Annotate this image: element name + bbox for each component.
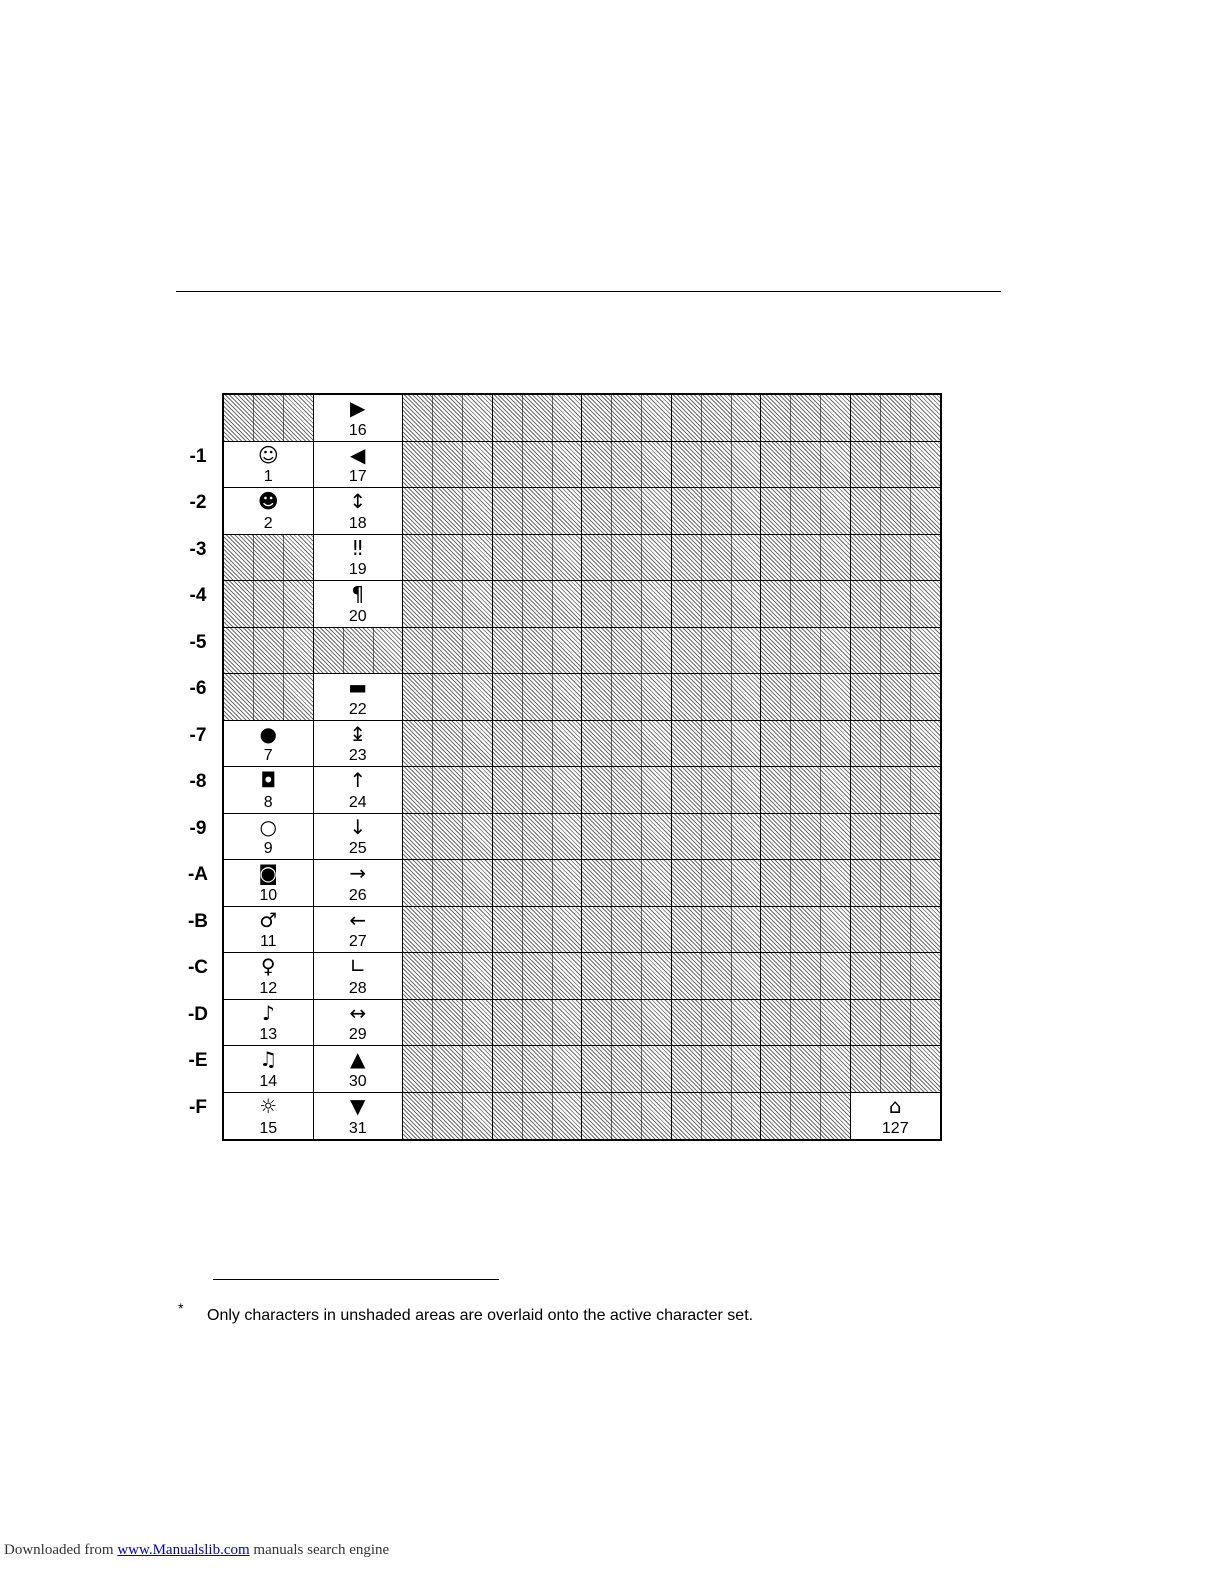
- shaded-cell: [403, 581, 493, 628]
- shaded-cell: [224, 581, 314, 628]
- char-code: 1: [263, 468, 273, 485]
- shaded-cell: [851, 674, 941, 721]
- char-cell: [314, 814, 404, 861]
- shaded-cell: [761, 535, 851, 582]
- char-code: 9: [263, 840, 273, 857]
- shaded-cell: [582, 1093, 672, 1140]
- char-code: 23: [348, 747, 367, 764]
- char-code: 10: [259, 886, 278, 904]
- download-prefix: Downloaded from: [4, 1542, 118, 1558]
- shaded-cell: [582, 674, 672, 721]
- char-code: 30: [348, 1072, 367, 1090]
- row-label: -E: [188, 1050, 208, 1071]
- char-code: 14: [259, 1072, 278, 1090]
- shaded-cell: [403, 1000, 493, 1047]
- shaded-cell: [672, 721, 762, 768]
- shaded-cell: [403, 395, 493, 442]
- shaded-cell: [493, 628, 583, 675]
- row-label: -D: [187, 1003, 209, 1025]
- shaded-cell: [582, 814, 672, 861]
- char-code: 18: [348, 514, 367, 532]
- shaded-cell: [851, 814, 941, 861]
- row-label: -C: [187, 957, 209, 978]
- char-code: 13: [259, 1026, 278, 1043]
- shaded-cell: [582, 721, 672, 768]
- shaded-cell: [761, 1046, 851, 1093]
- shaded-cell: [851, 535, 941, 582]
- shaded-cell: [493, 953, 583, 1000]
- shaded-cell: [224, 535, 314, 582]
- char-code: 7: [263, 747, 273, 764]
- shaded-cell: [403, 767, 493, 814]
- char-cell: [224, 814, 314, 861]
- char-glyph: ◀: [350, 442, 366, 467]
- char-cell: [851, 1093, 941, 1140]
- row-label: -B: [187, 910, 209, 932]
- shaded-cell: [761, 628, 851, 675]
- shaded-cell: [672, 1046, 762, 1093]
- shaded-cell: [493, 442, 583, 489]
- char-code: 28: [348, 979, 367, 997]
- shaded-cell: [493, 1093, 583, 1140]
- shaded-cell: [761, 581, 851, 628]
- char-code: 2: [263, 514, 273, 532]
- char-glyph: ▶: [350, 396, 366, 420]
- shaded-cell: [851, 628, 941, 675]
- shaded-cell: [403, 1046, 493, 1093]
- char-glyph: ⌂: [888, 1093, 902, 1118]
- char-cell: [224, 1046, 314, 1093]
- char-glyph: ▼: [350, 1093, 366, 1118]
- char-cell: [314, 860, 404, 907]
- shaded-cell: [761, 1000, 851, 1047]
- shaded-cell: [224, 674, 314, 721]
- char-cell: [224, 1093, 314, 1140]
- shaded-cell: [403, 442, 493, 489]
- shaded-cell: [224, 628, 314, 675]
- char-cell: [314, 721, 404, 768]
- shaded-cell: [403, 721, 493, 768]
- char-code: 19: [348, 561, 367, 578]
- char-cell: [224, 953, 314, 1000]
- shaded-cell: [582, 1046, 672, 1093]
- shaded-cell: [672, 907, 762, 954]
- shaded-cell: [672, 581, 762, 628]
- char-cell: [314, 953, 404, 1000]
- shaded-cell: [761, 860, 851, 907]
- shaded-cell: [403, 814, 493, 861]
- shaded-cell: [403, 535, 493, 582]
- shaded-cell: [672, 767, 762, 814]
- char-cell: [314, 395, 404, 442]
- row-label: -5: [189, 631, 207, 653]
- shaded-cell: [761, 767, 851, 814]
- shaded-cell: [403, 488, 493, 535]
- char-cell: [224, 907, 314, 954]
- char-glyph: ↓: [349, 814, 367, 839]
- char-glyph: ♫: [259, 1047, 278, 1071]
- char-code: 15: [259, 1120, 278, 1137]
- row-label: -1: [189, 445, 207, 467]
- shaded-cell: [493, 581, 583, 628]
- row-label: -A: [187, 864, 209, 885]
- char-cell: [314, 581, 404, 628]
- row-label: -3: [189, 538, 207, 560]
- shaded-cell: [582, 907, 672, 954]
- shaded-cell: [851, 860, 941, 907]
- char-glyph: ◙: [258, 861, 278, 885]
- shaded-cell: [403, 628, 493, 675]
- top-rule: [176, 291, 1001, 292]
- shaded-cell: [851, 767, 941, 814]
- char-cell: [224, 488, 314, 535]
- char-glyph: ●: [259, 721, 277, 746]
- shaded-cell: [761, 814, 851, 861]
- shaded-cell: [851, 907, 941, 954]
- char-code: 127: [881, 1120, 909, 1137]
- row-label: -7: [189, 724, 207, 746]
- char-glyph: ▬: [348, 675, 368, 699]
- download-line: [4, 1542, 389, 1559]
- shaded-cell: [761, 442, 851, 489]
- shaded-cell: [493, 535, 583, 582]
- char-glyph: ‼: [352, 535, 363, 560]
- shaded-cell: [493, 907, 583, 954]
- shaded-cell: [851, 953, 941, 1000]
- row-label: -9: [189, 817, 207, 839]
- char-glyph: ▲: [350, 1047, 366, 1071]
- shaded-cell: [672, 535, 762, 582]
- shaded-cell: [851, 721, 941, 768]
- row-label: -6: [189, 678, 207, 699]
- char-cell: [314, 488, 404, 535]
- char-code: 16: [348, 421, 367, 439]
- shaded-cell: [761, 1093, 851, 1140]
- shaded-cell: [493, 674, 583, 721]
- shaded-cell: [851, 488, 941, 535]
- char-glyph: ☻: [257, 489, 279, 513]
- shaded-cell: [493, 488, 583, 535]
- char-cell: [224, 860, 314, 907]
- shaded-cell: [761, 953, 851, 1000]
- char-cell: [224, 767, 314, 814]
- character-grid: [222, 393, 942, 1141]
- shaded-cell: [761, 488, 851, 535]
- shaded-cell: [761, 395, 851, 442]
- char-glyph: ☼: [259, 1093, 278, 1118]
- shaded-cell: [851, 395, 941, 442]
- shaded-cell: [493, 1046, 583, 1093]
- char-glyph: ∟: [349, 954, 367, 978]
- char-glyph: ¶: [351, 582, 365, 606]
- row-label: -2: [189, 492, 207, 513]
- shaded-cell: [672, 488, 762, 535]
- char-glyph: ↔: [349, 1000, 367, 1025]
- shaded-cell: [493, 1000, 583, 1047]
- footnote-rule: [213, 1279, 499, 1280]
- char-cell: [314, 767, 404, 814]
- char-code: 25: [348, 840, 367, 857]
- shaded-cell: [582, 1000, 672, 1047]
- shaded-cell: [672, 674, 762, 721]
- char-glyph: ☺: [257, 442, 279, 467]
- char-cell: [314, 535, 404, 582]
- shaded-cell: [403, 674, 493, 721]
- char-cell: [314, 1000, 404, 1047]
- shaded-cell: [761, 907, 851, 954]
- shaded-cell: [672, 395, 762, 442]
- char-code: 27: [348, 933, 367, 950]
- shaded-cell: [224, 395, 314, 442]
- shaded-cell: [582, 860, 672, 907]
- char-code: 20: [348, 607, 367, 625]
- char-glyph: ◘: [260, 768, 277, 792]
- row-label: -4: [189, 585, 207, 606]
- char-cell: [314, 1046, 404, 1093]
- char-glyph: ↑: [349, 768, 367, 792]
- footnote-text: Only characters in unshaded areas are overlaid onto the active character set.: [207, 1307, 754, 1324]
- char-cell: [314, 442, 404, 489]
- shaded-cell: [672, 442, 762, 489]
- shaded-cell: [582, 581, 672, 628]
- char-code: 11: [259, 933, 277, 950]
- char-cell: [314, 674, 404, 721]
- shaded-cell: [851, 1000, 941, 1047]
- shaded-cell: [672, 953, 762, 1000]
- char-glyph: ←: [349, 907, 367, 932]
- char-code: 12: [259, 979, 278, 997]
- char-cell: [224, 1000, 314, 1047]
- shaded-cell: [672, 860, 762, 907]
- shaded-cell: [851, 1046, 941, 1093]
- shaded-cell: [672, 628, 762, 675]
- char-glyph: ↨: [349, 721, 367, 746]
- shaded-cell: [582, 767, 672, 814]
- char-glyph: ○: [259, 814, 277, 839]
- char-code: 24: [348, 793, 367, 811]
- download-suffix: manuals search engine: [249, 1542, 390, 1558]
- char-glyph: ↕: [349, 489, 367, 513]
- shaded-cell: [851, 442, 941, 489]
- shaded-cell: [582, 628, 672, 675]
- shaded-cell: [493, 814, 583, 861]
- shaded-cell: [403, 907, 493, 954]
- shaded-cell: [761, 674, 851, 721]
- char-cell: [314, 907, 404, 954]
- shaded-cell: [582, 953, 672, 1000]
- char-code: 29: [348, 1026, 367, 1043]
- footnote-marker: *: [178, 1300, 184, 1316]
- shaded-cell: [493, 860, 583, 907]
- shaded-cell: [582, 488, 672, 535]
- row-label: -F: [189, 1096, 207, 1118]
- shaded-cell: [582, 535, 672, 582]
- shaded-cell: [493, 767, 583, 814]
- char-cell: [314, 1093, 404, 1140]
- char-code: 26: [348, 886, 367, 904]
- shaded-cell: [761, 721, 851, 768]
- shaded-cell: [403, 860, 493, 907]
- char-cell: [224, 442, 314, 489]
- manualslib-link[interactable]: www.Manualslib.com: [117, 1542, 250, 1558]
- char-code: 22: [348, 700, 367, 718]
- shaded-cell: [582, 442, 672, 489]
- shaded-cell: [493, 395, 583, 442]
- char-code: 31: [348, 1120, 367, 1137]
- shaded-cell: [672, 1093, 762, 1140]
- char-glyph: →: [349, 861, 367, 885]
- shaded-cell: [493, 721, 583, 768]
- shaded-cell: [403, 1093, 493, 1140]
- shaded-cell: [582, 395, 672, 442]
- shaded-cell: [672, 1000, 762, 1047]
- shaded-cell: [403, 953, 493, 1000]
- char-glyph: ♀: [260, 954, 276, 978]
- char-code: 17: [348, 468, 367, 485]
- char-glyph: ♪: [261, 1000, 275, 1025]
- char-cell: [224, 721, 314, 768]
- char-glyph: ♂: [259, 907, 278, 932]
- shaded-cell: [672, 814, 762, 861]
- char-code: 8: [263, 793, 273, 811]
- shaded-cell: [314, 628, 404, 675]
- shaded-cell: [851, 581, 941, 628]
- row-label: -8: [189, 771, 207, 792]
